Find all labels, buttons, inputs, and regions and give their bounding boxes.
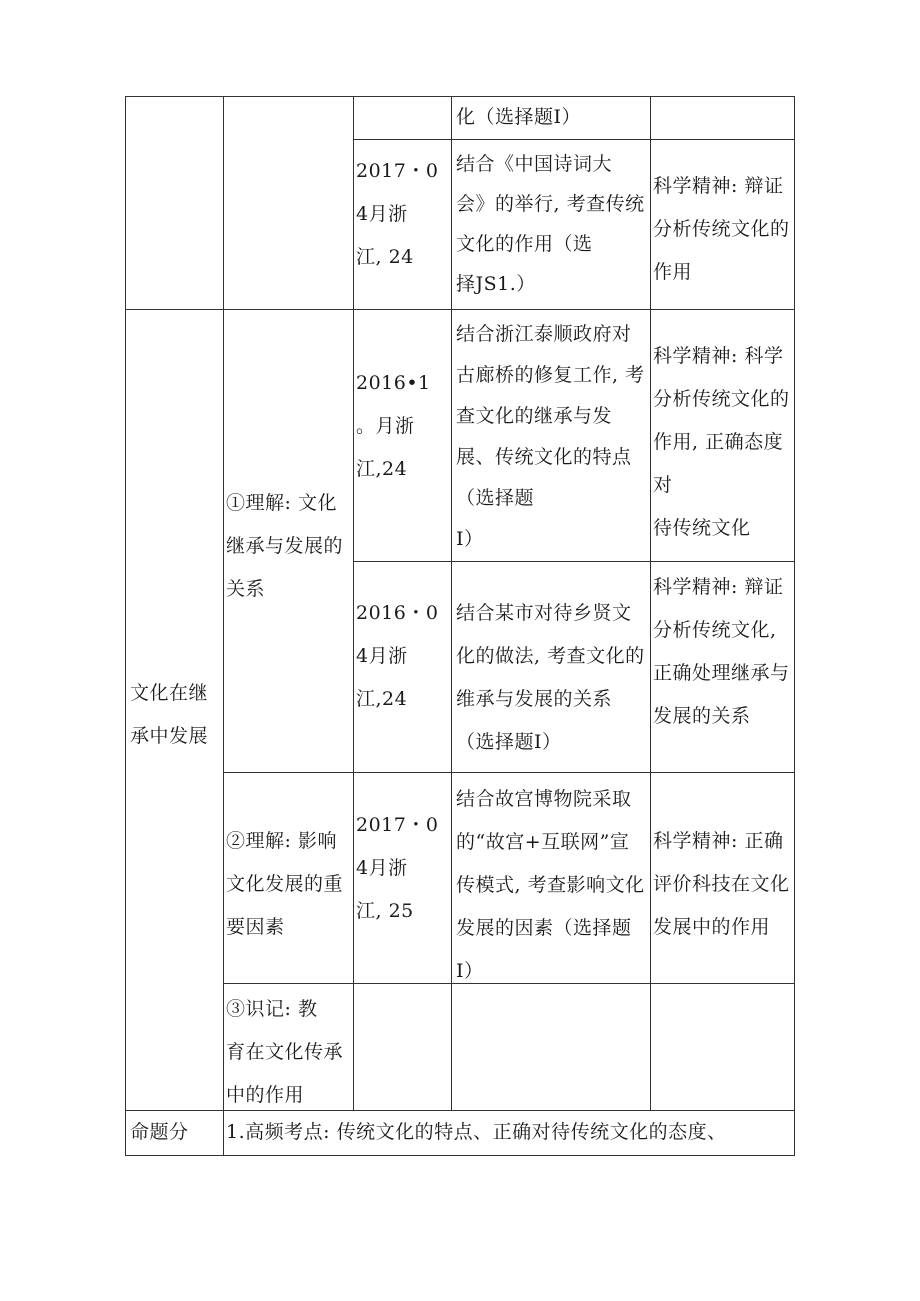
knowledge-point-3: ③识记: 教 育在文化传承 中的作用 — [226, 998, 344, 1106]
col-divider — [650, 96, 651, 1111]
table-border-bottom — [125, 1155, 795, 1156]
col-divider — [223, 96, 224, 1156]
exam-source-cell: 2016•1 。月浙 江,24 — [356, 372, 431, 480]
footer-text: 1.高频考点: 传统文化的特点、正确对待传统文化的态度、 — [226, 1121, 727, 1143]
exam-source-cell: 2017・0 4月浙 江, 24 — [356, 160, 439, 268]
exam-content-cell: 结合浙江泰顺政府对 古廊桥的修复工作, 考 查文化的继承与发 展、传统文化的特点 （选择题 I） — [456, 323, 645, 550]
row-divider — [125, 309, 795, 310]
exam-content-cell: 结合故宫博物院采取 的“故宫+互联网”宣 传模式, 考查影响文化 发展的因素（选择题 I） — [456, 788, 645, 982]
footer-label: 命题分 — [130, 1121, 189, 1143]
core-literacy-cell: 科学精神: 辩证 分析传统文化的 作用 — [653, 175, 790, 283]
row-divider — [353, 139, 795, 140]
exam-content-cell: 结合《中国诗词大 会》的举行, 考查传统 文化的作用（选 择JS1.） — [456, 153, 645, 295]
core-literacy-cell: 科学精神: 正确 评价科技在文化 发展中的作用 — [653, 830, 790, 938]
exam-source-cell: 2017・0 4月浙 江, 25 — [356, 814, 439, 922]
col-divider — [353, 96, 354, 1111]
core-literacy-cell: 科学精神: 科学 分析传统文化的 作用, 正确态度 对 待传统文化 — [653, 345, 790, 539]
knowledge-point-2: ②理解: 影响 文化发展的重 要因素 — [226, 830, 344, 938]
exam-content-cell: 化（选择题I） — [456, 106, 582, 128]
col-divider — [451, 96, 452, 1111]
table-border-left — [125, 96, 126, 1156]
exam-content-cell: 结合某市对待乡贤文 化的做法, 考查文化的 维承与发展的关系 （选择题I） — [456, 602, 645, 753]
row-divider — [223, 772, 795, 773]
core-literacy-cell: 科学精神: 辩证 分析传统文化, 正确处理继承与 发展的关系 — [653, 576, 790, 727]
exam-source-cell: 2016・0 4月浙 江,24 — [356, 602, 439, 710]
row-divider — [353, 561, 795, 562]
table-border-right — [794, 96, 795, 1156]
knowledge-point-1: ①理解: 文化 继承与发展的 关系 — [226, 492, 344, 600]
unit-title-cell: 文化在继 承中发展 — [130, 682, 209, 747]
